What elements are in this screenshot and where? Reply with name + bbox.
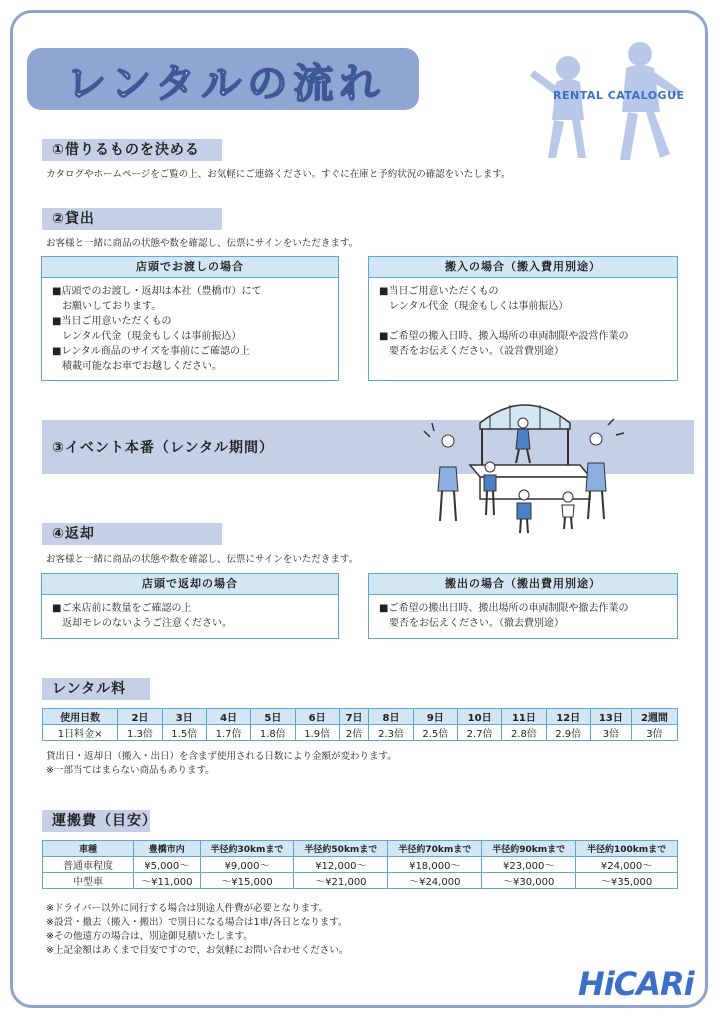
box-line: レンタル代金（現金もしくは事前振込） xyxy=(52,331,242,342)
shipping-header-cell: 半径約100kmまで xyxy=(576,841,678,857)
rental-header-cell: 使用日数 xyxy=(43,709,118,725)
rental-note: 貸出日・返却日（搬入・出日）を含まず使用される日数により金額が変わります。 xyxy=(46,751,397,762)
rental-cell: 1日料金× xyxy=(43,725,118,741)
step4-text: お客様と一緒に商品の状態や数を確認し、伝票にサインをいただきます。 xyxy=(46,554,359,565)
event-stage-illustration-icon xyxy=(410,395,630,535)
shipping-cell: ¥5,000〜 xyxy=(134,857,201,873)
rental-header-cell: 13日 xyxy=(590,709,631,725)
box-line: ■レンタル商品のサイズを事前にご確認の上 xyxy=(52,346,250,357)
rental-header-cell: 9日 xyxy=(413,709,457,725)
rental-cell: 1.7倍 xyxy=(206,725,250,741)
rental-cell: 1.3倍 xyxy=(118,725,162,741)
company-logo: HiCARi xyxy=(578,965,694,1003)
step4-box-store xyxy=(41,573,339,639)
box-title: 搬入の場合（搬入費用別途） xyxy=(369,257,677,278)
box-title: 搬出の場合（搬出費用別途） xyxy=(369,574,677,595)
rental-cell: 3倍 xyxy=(631,725,677,741)
box-spacer xyxy=(379,314,677,329)
shipping-note: ※上記金額はあくまで目安ですので、お気軽にお問い合わせください。 xyxy=(46,945,349,956)
rental-cell: 3倍 xyxy=(590,725,631,741)
box-line: 返却モレのないようご注意ください。 xyxy=(52,618,232,629)
step1-text: カタログやホームページをご覧の上、お気軽にご連絡ください。すぐに在庫と予約状況の確認をいたします。 xyxy=(46,169,511,180)
box-line: 積載可能なお車でお越しください。 xyxy=(52,361,222,372)
shipping-note: ※ドライバー以外に同行する場合は別途人件費が必要となります。 xyxy=(46,903,329,914)
shipping-note: ※その他遠方の場合は、別途御見積いたします。 xyxy=(46,931,253,942)
box-line: ■ご希望の搬出日時、搬出場所の車両制限や撤去作業の xyxy=(379,603,629,614)
box-line: ■当日ご用意いただくもの xyxy=(379,286,499,297)
shipping-cell: 〜¥15,000 xyxy=(200,873,294,889)
rental-header-cell: 8日 xyxy=(369,709,413,725)
rental-header-cell: 7日 xyxy=(339,709,369,725)
step2-heading: ②貸出 xyxy=(42,208,222,230)
rental-header-cell: 4日 xyxy=(206,709,250,725)
step2-box-store xyxy=(41,256,339,381)
step4-box-pickup xyxy=(368,573,678,639)
rental-header-cell: 10日 xyxy=(457,709,501,725)
shipping-cell: ¥12,000〜 xyxy=(294,857,388,873)
rental-note: ※一部当てはまらない商品もあります。 xyxy=(46,765,215,776)
shipping-header-cell: 半径約70kmまで xyxy=(388,841,482,857)
box-line: レンタル代金（現金もしくは事前振込） xyxy=(379,301,569,312)
rental-cell: 2.3倍 xyxy=(369,725,413,741)
rental-header-cell: 11日 xyxy=(502,709,546,725)
rental-header-cell: 12日 xyxy=(546,709,590,725)
box-line: ■店頭でのお渡し・返却は本社（豊橋市）にて xyxy=(52,286,262,297)
rental-header-cell: 2日 xyxy=(118,709,162,725)
rental-cell: 1.8倍 xyxy=(251,725,295,741)
box-line: 要否をお伝えください。（設営費別途） xyxy=(379,346,564,357)
shipping-cell: 〜¥21,000 xyxy=(294,873,388,889)
step3-heading: ③イベント本番（レンタル期間） xyxy=(52,440,274,456)
shipping-cell: 〜¥24,000 xyxy=(388,873,482,889)
rental-table xyxy=(42,708,678,741)
shipping-cell: 〜¥11,000 xyxy=(134,873,201,889)
step4-heading: ④返却 xyxy=(42,523,222,545)
rental-header-cell: 3日 xyxy=(162,709,206,725)
shipping-cell: ¥23,000〜 xyxy=(482,857,576,873)
shipping-cell: 普通車程度 xyxy=(43,857,134,873)
rental-header-cell: 5日 xyxy=(251,709,295,725)
box-line: ■当日ご用意いただくもの xyxy=(52,316,172,327)
catalogue-label: RENTAL CATALOGUE xyxy=(553,89,685,102)
step2-text: お客様と一緒に商品の状態や数を確認し、伝票にサインをいただきます。 xyxy=(46,238,359,249)
shipping-cell: 〜¥30,000 xyxy=(482,873,576,889)
step2-box-delivery xyxy=(368,256,678,381)
rental-header-cell: 2週間 xyxy=(631,709,677,725)
shipping-cell: ¥24,000〜 xyxy=(576,857,678,873)
page-title: レンタルの流れ xyxy=(66,61,386,107)
shipping-header-cell: 半径約50kmまで xyxy=(294,841,388,857)
shipping-header-cell: 半径約90kmまで xyxy=(482,841,576,857)
shipping-note: ※設営・撤去（搬入・搬出）で別日になる場合は1車/各日となります。 xyxy=(46,917,348,928)
box-line: ■ご希望の搬入日時、搬入場所の車両制限や設営作業の xyxy=(379,331,629,342)
shipping-header-cell: 半径約30kmまで xyxy=(200,841,294,857)
step1-heading: ①借りるものを決める xyxy=(42,139,222,161)
shipping-heading: 運搬費（目安） xyxy=(42,810,150,832)
box-title: 店頭でお渡しの場合 xyxy=(42,257,338,278)
box-line: 要否をお伝えください。（撤去費別途） xyxy=(379,618,564,629)
rental-cell: 2.7倍 xyxy=(457,725,501,741)
shipping-cell: ¥18,000〜 xyxy=(388,857,482,873)
rental-cell: 2.9倍 xyxy=(546,725,590,741)
box-title: 店頭で返却の場合 xyxy=(42,574,338,595)
shipping-header-cell: 豊橋市内 xyxy=(134,841,201,857)
box-line: ■ご来店前に数量をご確認の上 xyxy=(52,603,192,614)
rental-cell: 2.5倍 xyxy=(413,725,457,741)
rental-cell: 1.9倍 xyxy=(295,725,339,741)
children-illustration-icon xyxy=(520,40,690,170)
shipping-cell: ¥9,000〜 xyxy=(200,857,294,873)
rental-cell: 2倍 xyxy=(339,725,369,741)
rental-heading: レンタル料 xyxy=(42,678,150,700)
shipping-table xyxy=(42,840,678,889)
box-line: お願いしております。 xyxy=(52,301,162,312)
rental-cell: 2.8倍 xyxy=(502,725,546,741)
shipping-header-cell: 車種 xyxy=(43,841,134,857)
shipping-cell: 中型車 xyxy=(43,873,134,889)
shipping-cell: 〜¥35,000 xyxy=(576,873,678,889)
rental-header-cell: 6日 xyxy=(295,709,339,725)
rental-cell: 1.5倍 xyxy=(162,725,206,741)
